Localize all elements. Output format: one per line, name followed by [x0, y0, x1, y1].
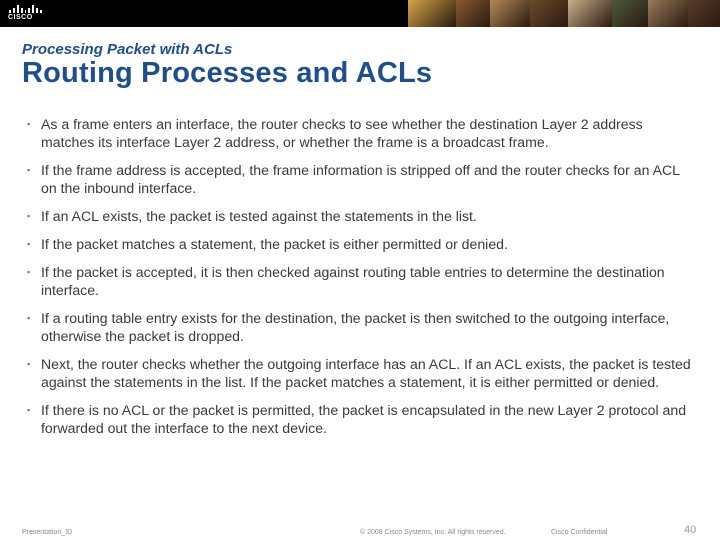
header-photo: [568, 0, 612, 27]
bullet-list: [27, 115, 697, 447]
footer-confidential: Cisco Confidential: [551, 529, 608, 536]
cisco-logo: [8, 5, 42, 23]
page-number: 40: [684, 524, 697, 536]
square-bullet-icon: ▪: [27, 359, 31, 369]
bullet-item: [27, 161, 697, 197]
footer-copyright: © 2008 Cisco Systems, Inc. All rights reserved.: [360, 529, 506, 536]
bullet-text: If the packet is accepted, it is then checked against routing table entries to determine the destination interface.: [41, 264, 665, 298]
bullet-text: If there is no ACL or the packet is permitted, the packet is encapsulated in the new Layer 2 protocol and forwarded out the interface to the next device.: [41, 402, 687, 436]
header-photo: [612, 0, 648, 27]
bullet-item: [27, 207, 697, 225]
bullet-text: Next, the router checks whether the outgoing interface has an ACL. If an ACL exists, the packet is tested against the statements in the list. If the packet matches a statement, it is either permitted or denied.: [41, 356, 691, 390]
bullet-item: [27, 263, 697, 299]
square-bullet-icon: ▪: [27, 119, 31, 129]
bullet-text: As a frame enters an interface, the router checks to see whether the destination Layer 2 address matches its interface Layer 2 address, or whether the frame is a broadcast frame.: [41, 116, 643, 150]
square-bullet-icon: ▪: [27, 405, 31, 415]
bullet-text: If an ACL exists, the packet is tested against the statements in the list.: [41, 208, 477, 224]
bullet-item: [27, 401, 697, 437]
header-photo: [688, 0, 720, 27]
footer-presentation-id: Presentation_ID: [22, 529, 73, 536]
square-bullet-icon: ▪: [27, 239, 31, 249]
cisco-bridge-icon: [9, 5, 42, 13]
slide-title: Routing Processes and ACLs: [22, 57, 433, 89]
header-bar: [0, 0, 720, 27]
square-bullet-icon: ▪: [27, 211, 31, 221]
bullet-item: [27, 309, 697, 345]
header-photo: [530, 0, 568, 27]
bullet-item: [27, 355, 697, 391]
square-bullet-icon: ▪: [27, 313, 31, 323]
square-bullet-icon: ▪: [27, 165, 31, 175]
bullet-item: [27, 235, 697, 253]
header-photo-strip: [408, 0, 720, 27]
bullet-text: If a routing table entry exists for the destination, the packet is then switched to the outgoing interface, otherwise the packet is dropped.: [41, 310, 670, 344]
header-photo: [490, 0, 530, 27]
bullet-text: If the packet matches a statement, the packet is either permitted or denied.: [41, 236, 508, 252]
bullet-item: [27, 115, 697, 151]
header-photo: [648, 0, 688, 27]
bullet-text: If the frame address is accepted, the frame information is stripped off and the router checks for an ACL on the inbound interface.: [41, 162, 680, 196]
square-bullet-icon: ▪: [27, 267, 31, 277]
logo-text: CISCO: [8, 14, 33, 21]
header-photo: [408, 0, 456, 27]
header-photo: [456, 0, 490, 27]
slide-subtitle: Processing Packet with ACLs: [22, 41, 233, 58]
